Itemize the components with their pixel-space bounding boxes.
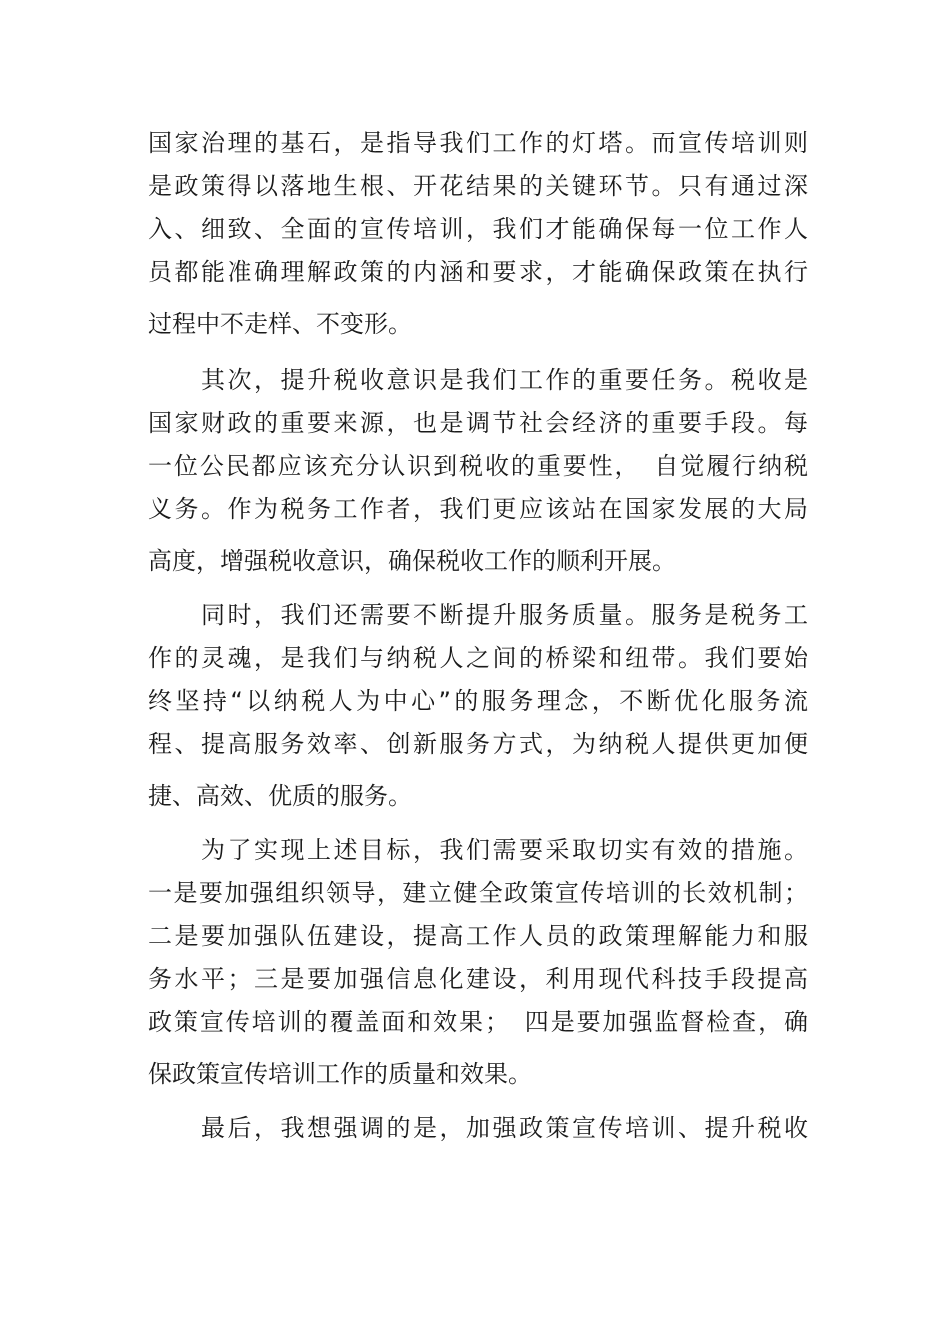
text-line: 国家财政的重要来源，也是调节社会经济的重要手段。每 xyxy=(148,409,808,437)
text-line: 入、细致、全面的宣传培训，我们才能确保每一位工作人 xyxy=(148,215,808,243)
text-line: 一是要加强组织领导，建立健全政策宣传培训的长效机制； xyxy=(148,879,808,907)
text-line: 捷、高效、优质的服务。 xyxy=(148,782,412,810)
text-line: 政策宣传培训的覆盖面和效果； 四是要加强监督检查，确 xyxy=(148,1008,808,1036)
text-line: 过程中不走样、不变形。 xyxy=(148,310,412,338)
text-line: 是政策得以落地生根、开花结果的关键环节。只有通过深 xyxy=(148,172,808,200)
text-line: 终坚持“以纳税人为中心”的服务理念，不断优化服务流 xyxy=(148,687,808,715)
text-line: 同时，我们还需要不断提升服务质量。服务是税务工 xyxy=(148,601,808,629)
text-line: 为了实现上述目标，我们需要采取切实有效的措施。 xyxy=(148,836,808,864)
text-line: 二是要加强队伍建设，提高工作人员的政策理解能力和服 xyxy=(148,922,808,950)
text-line: 务水平；三是要加强信息化建设，利用现代科技手段提高 xyxy=(148,965,808,993)
text-line: 程、提高服务效率、创新服务方式，为纳税人提供更加便 xyxy=(148,730,808,758)
text-line: 作的灵魂，是我们与纳税人之间的桥梁和纽带。我们要始 xyxy=(148,644,808,672)
text-line: 国家治理的基石，是指导我们工作的灯塔。而宣传培训则 xyxy=(148,129,808,157)
text-line: 义务。作为税务工作者，我们更应该站在国家发展的大局 xyxy=(148,495,808,523)
text-line: 最后，我想强调的是，加强政策宣传培训、提升税收 xyxy=(148,1114,808,1142)
text-line: 一位公民都应该充分认识到税收的重要性， 自觉履行纳税 xyxy=(148,452,808,480)
text-line: 员都能准确理解政策的内涵和要求，才能确保政策在执行 xyxy=(148,258,808,286)
text-line: 保政策宣传培训工作的质量和效果。 xyxy=(148,1060,532,1088)
text-line: 其次，提升税收意识是我们工作的重要任务。税收是 xyxy=(148,366,808,394)
text-line: 高度，增强税收意识，确保税收工作的顺利开展。 xyxy=(148,547,676,575)
